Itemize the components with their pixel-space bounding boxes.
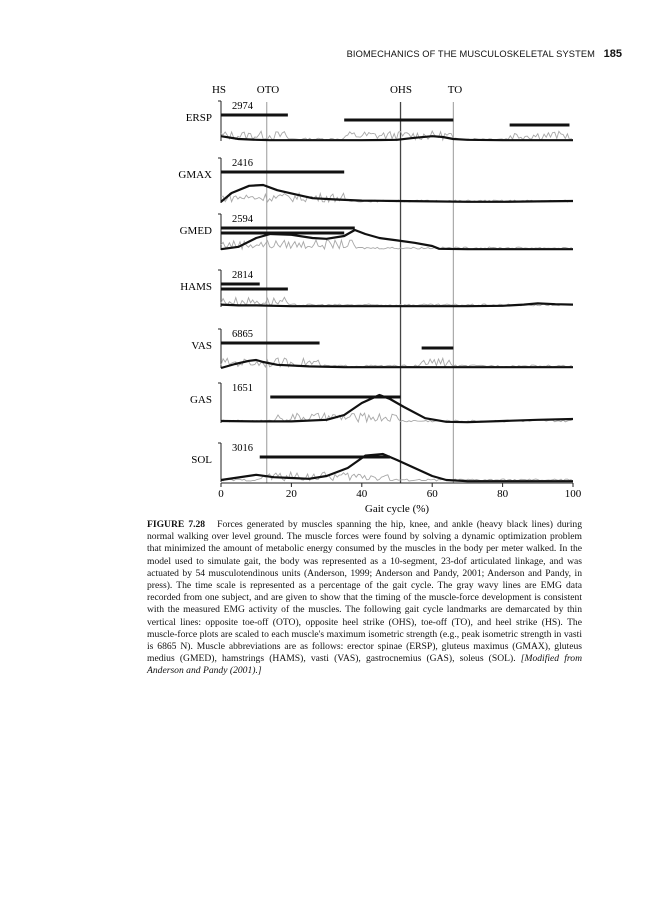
muscle-label: ERSP bbox=[185, 112, 212, 124]
muscle-label: GAS bbox=[189, 394, 212, 406]
panel-ersp bbox=[186, 101, 573, 141]
caption-text: Forces generated by muscles spanning the hip, knee, and ankle (heavy black lines) during normal walking over level ground. The muscle forces were found by solving a dynamic optimization problem that minimized the amount of metabolic energy consumed by the muscles in the body per meter walked. In the model used to simulate gait, the body was represented as a 10-segment, 23-dof articulated linkage, and was actuated by 54 musculotendinous units (Anderson, 1999; Anderson and Pandy, 2001; Anderson and Pandy, in press). The time scale is represented as a percentage of the gait cycle. The gray wavy lines are EMG data recorded from one subject, and are given to show that the timing of the muscle-force development is consistent with the measured EMG activity of the muscles. The following gait cycle landmarks are demarcated by thin vertical lines: opposite toe-off (OTO), opposite heel strike (OHS), toe-off (TO), and heel strike (HS). The muscle-force plots are scaled to each muscle's maximum isometric strength (e.g., peak isometric strength in vasti is 6865 N). Muscle abbreviations are as follows: erector spinae (ERSP), gluteus maximus (GMAX), gluteus medius (GMED), hamstrings (HAMS), vasti (VAS), gastrocnemius (GAS), soleus (SOL). bbox=[147, 519, 582, 665]
peak-force-label: 6865 bbox=[232, 329, 253, 340]
panel-hams bbox=[180, 270, 573, 307]
peak-force-label: 1651 bbox=[232, 383, 253, 394]
muscle-panels bbox=[178, 101, 573, 482]
running-title: BIOMECHANICS OF THE MUSCULOSKELETAL SYSTEM bbox=[346, 49, 595, 59]
muscle-label: GMED bbox=[179, 225, 212, 237]
emg-trace bbox=[221, 358, 572, 367]
muscle-label: VAS bbox=[191, 340, 212, 352]
panel-vas bbox=[191, 329, 573, 368]
page-number: 185 bbox=[603, 48, 622, 60]
x-tick-label: 40 bbox=[356, 488, 368, 500]
panel-gmax bbox=[178, 158, 573, 203]
panel-sol bbox=[191, 443, 573, 482]
x-axis-title: Gait cycle (%) bbox=[364, 503, 430, 515]
emg-trace bbox=[221, 240, 572, 249]
event-label-hs: HS bbox=[211, 84, 227, 96]
x-axis bbox=[218, 483, 582, 515]
peak-force-label: 2416 bbox=[232, 158, 253, 169]
panel-gas bbox=[190, 383, 573, 423]
caption-credit: [Modified from Anderson and Pandy (2001).] bbox=[147, 653, 582, 677]
peak-force-label: 3016 bbox=[232, 443, 253, 454]
x-tick-label: 100 bbox=[564, 488, 582, 500]
x-tick-label: 60 bbox=[426, 488, 438, 500]
panel-gmed bbox=[180, 214, 573, 250]
force-curve bbox=[221, 185, 573, 202]
peak-force-label: 2974 bbox=[232, 101, 253, 112]
muscle-label: HAMS bbox=[180, 281, 212, 293]
figure-label: FIGURE 7.28 bbox=[147, 519, 206, 530]
event-label-oto: OTO bbox=[256, 84, 280, 96]
peak-force-label: 2814 bbox=[232, 270, 253, 281]
muscle-label: SOL bbox=[191, 454, 212, 466]
peak-force-label: 2594 bbox=[232, 214, 253, 225]
force-curve bbox=[221, 395, 573, 422]
emg-trace bbox=[221, 131, 572, 140]
event-label-ohs: OHS bbox=[389, 84, 413, 96]
figure-caption bbox=[147, 519, 582, 678]
event-label-to: TO bbox=[447, 84, 463, 96]
muscle-label: GMAX bbox=[178, 169, 212, 181]
force-curve bbox=[221, 303, 573, 306]
x-tick-label: 0 bbox=[218, 488, 224, 500]
x-tick-label: 80 bbox=[497, 488, 509, 500]
x-tick-label: 20 bbox=[285, 488, 297, 500]
force-curve bbox=[221, 360, 573, 368]
